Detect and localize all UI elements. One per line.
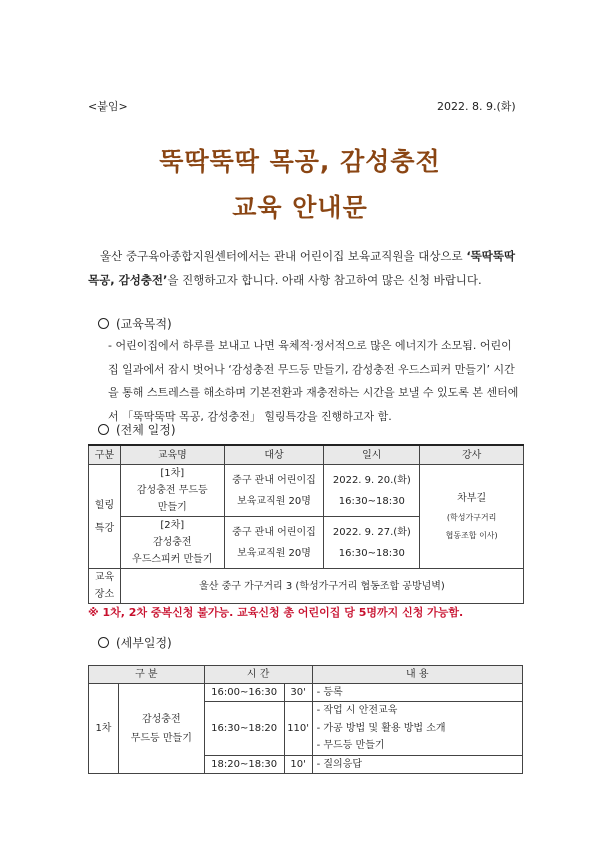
target-cell: 중구 관내 어린이집 보육교직원 20명	[224, 465, 324, 517]
minutes-cell: 110'	[284, 702, 312, 756]
section-overall-heading: (전체 일정)	[98, 421, 176, 438]
time-cell: 16:30~18:20	[204, 702, 284, 756]
table-header-row	[89, 666, 523, 684]
target-cell: 중구 관내 어린이집 보육교직원 20명	[224, 517, 324, 569]
overall-schedule-table	[88, 444, 524, 604]
purpose-text: - 어린이집에서 하루를 보내고 나면 육체적·정서적으로 많은 에너지가 소모됨. 어린이집 일과에서 잠시 벗어나 ‘감성충전 무드등 만들기, 감성충전 우드스피커 만들기’ 시간을 통해 스트레스를 해소하며 기본전환과 재충전하는 시간을 보낼 수 있도록 본 센터에서 「뚝딱뚝딱 목공, 감성충전」 힐링특강을 진행하고자 함.	[108, 339, 519, 423]
header-cell: 교육명	[120, 445, 224, 465]
content-cell: - 등록	[312, 684, 522, 702]
section-detail-heading: (세부일정)	[98, 634, 172, 651]
minutes-cell: 10'	[284, 756, 312, 774]
intro-paragraph	[88, 244, 524, 292]
document-date: 2022. 8. 9.(화)	[437, 100, 516, 113]
intro-highlight: ‘뚝딱뚝딱 목공, 감성충전’	[88, 249, 516, 287]
instructor-cell: 차부길 (학성가구거리 협동조합 이사)	[420, 465, 524, 569]
program-name-cell: [1차] 감성충전 무드등 만들기	[120, 465, 224, 517]
program-name-cell: [2차] 감성충전 우드스피커 만들기	[120, 517, 224, 569]
header-cell: 대상	[224, 445, 324, 465]
attachment-label: <붙임>	[88, 100, 128, 113]
time-cell: 16:00~16:30	[204, 684, 284, 702]
table-row	[89, 465, 524, 517]
notice-text: ※ 1차, 2차 중복신청 불가능. 교육신청 총 어린이집 당 5명까지 신청 가능함.	[88, 606, 464, 619]
table-row	[89, 684, 523, 702]
table-header-row	[89, 445, 524, 465]
header-cell: 시 간	[204, 666, 312, 684]
place-cell: 울산 중구 가구거리 3 (학성가구거리 협동조합 공방넘벽)	[120, 569, 523, 604]
datetime-cell: 2022. 9. 27.(화) 16:30~18:30	[324, 517, 420, 569]
title-line-2: 교육 안내문	[232, 193, 368, 222]
header-cell: 강사	[420, 445, 524, 465]
circle-bullet-icon	[98, 318, 109, 329]
minutes-cell: 30'	[284, 684, 312, 702]
round-cell: 1차	[89, 684, 119, 774]
intro-suffix: 을 진행하고자 합니다. 아래 사항 참고하여 많은 신청 바랍니다.	[167, 273, 482, 287]
header-cell: 구 분	[89, 666, 205, 684]
datetime-cell: 2022. 9. 20.(화) 16:30~18:30	[324, 465, 420, 517]
category-cell: 힐링 특강	[89, 465, 121, 569]
detail-schedule-table	[88, 665, 523, 774]
header-cell: 구분	[89, 445, 121, 465]
place-label-cell: 교육 장소	[89, 569, 121, 604]
time-cell: 18:20~18:30	[204, 756, 284, 774]
section-purpose-heading: (교육목적)	[98, 315, 172, 332]
intro-prefix: 울산 중구육아종합지원센터에서는 관내 어린이집 보육교직원을 대상으로	[100, 249, 467, 263]
header-cell: 일시	[324, 445, 420, 465]
circle-bullet-icon	[98, 424, 109, 435]
circle-bullet-icon	[98, 637, 109, 648]
table-row	[89, 569, 524, 604]
header-cell: 내 용	[312, 666, 522, 684]
title-line-1: 뚝딱뚝딱 목공, 감성충전	[159, 147, 441, 176]
content-cell: - 작업 시 안전교육 - 가공 방법 및 활용 방법 소개 - 무드등 만들기	[312, 702, 522, 756]
program-cell: 감성충전 무드등 만들기	[118, 684, 204, 774]
content-cell: - 질의응답	[312, 756, 522, 774]
